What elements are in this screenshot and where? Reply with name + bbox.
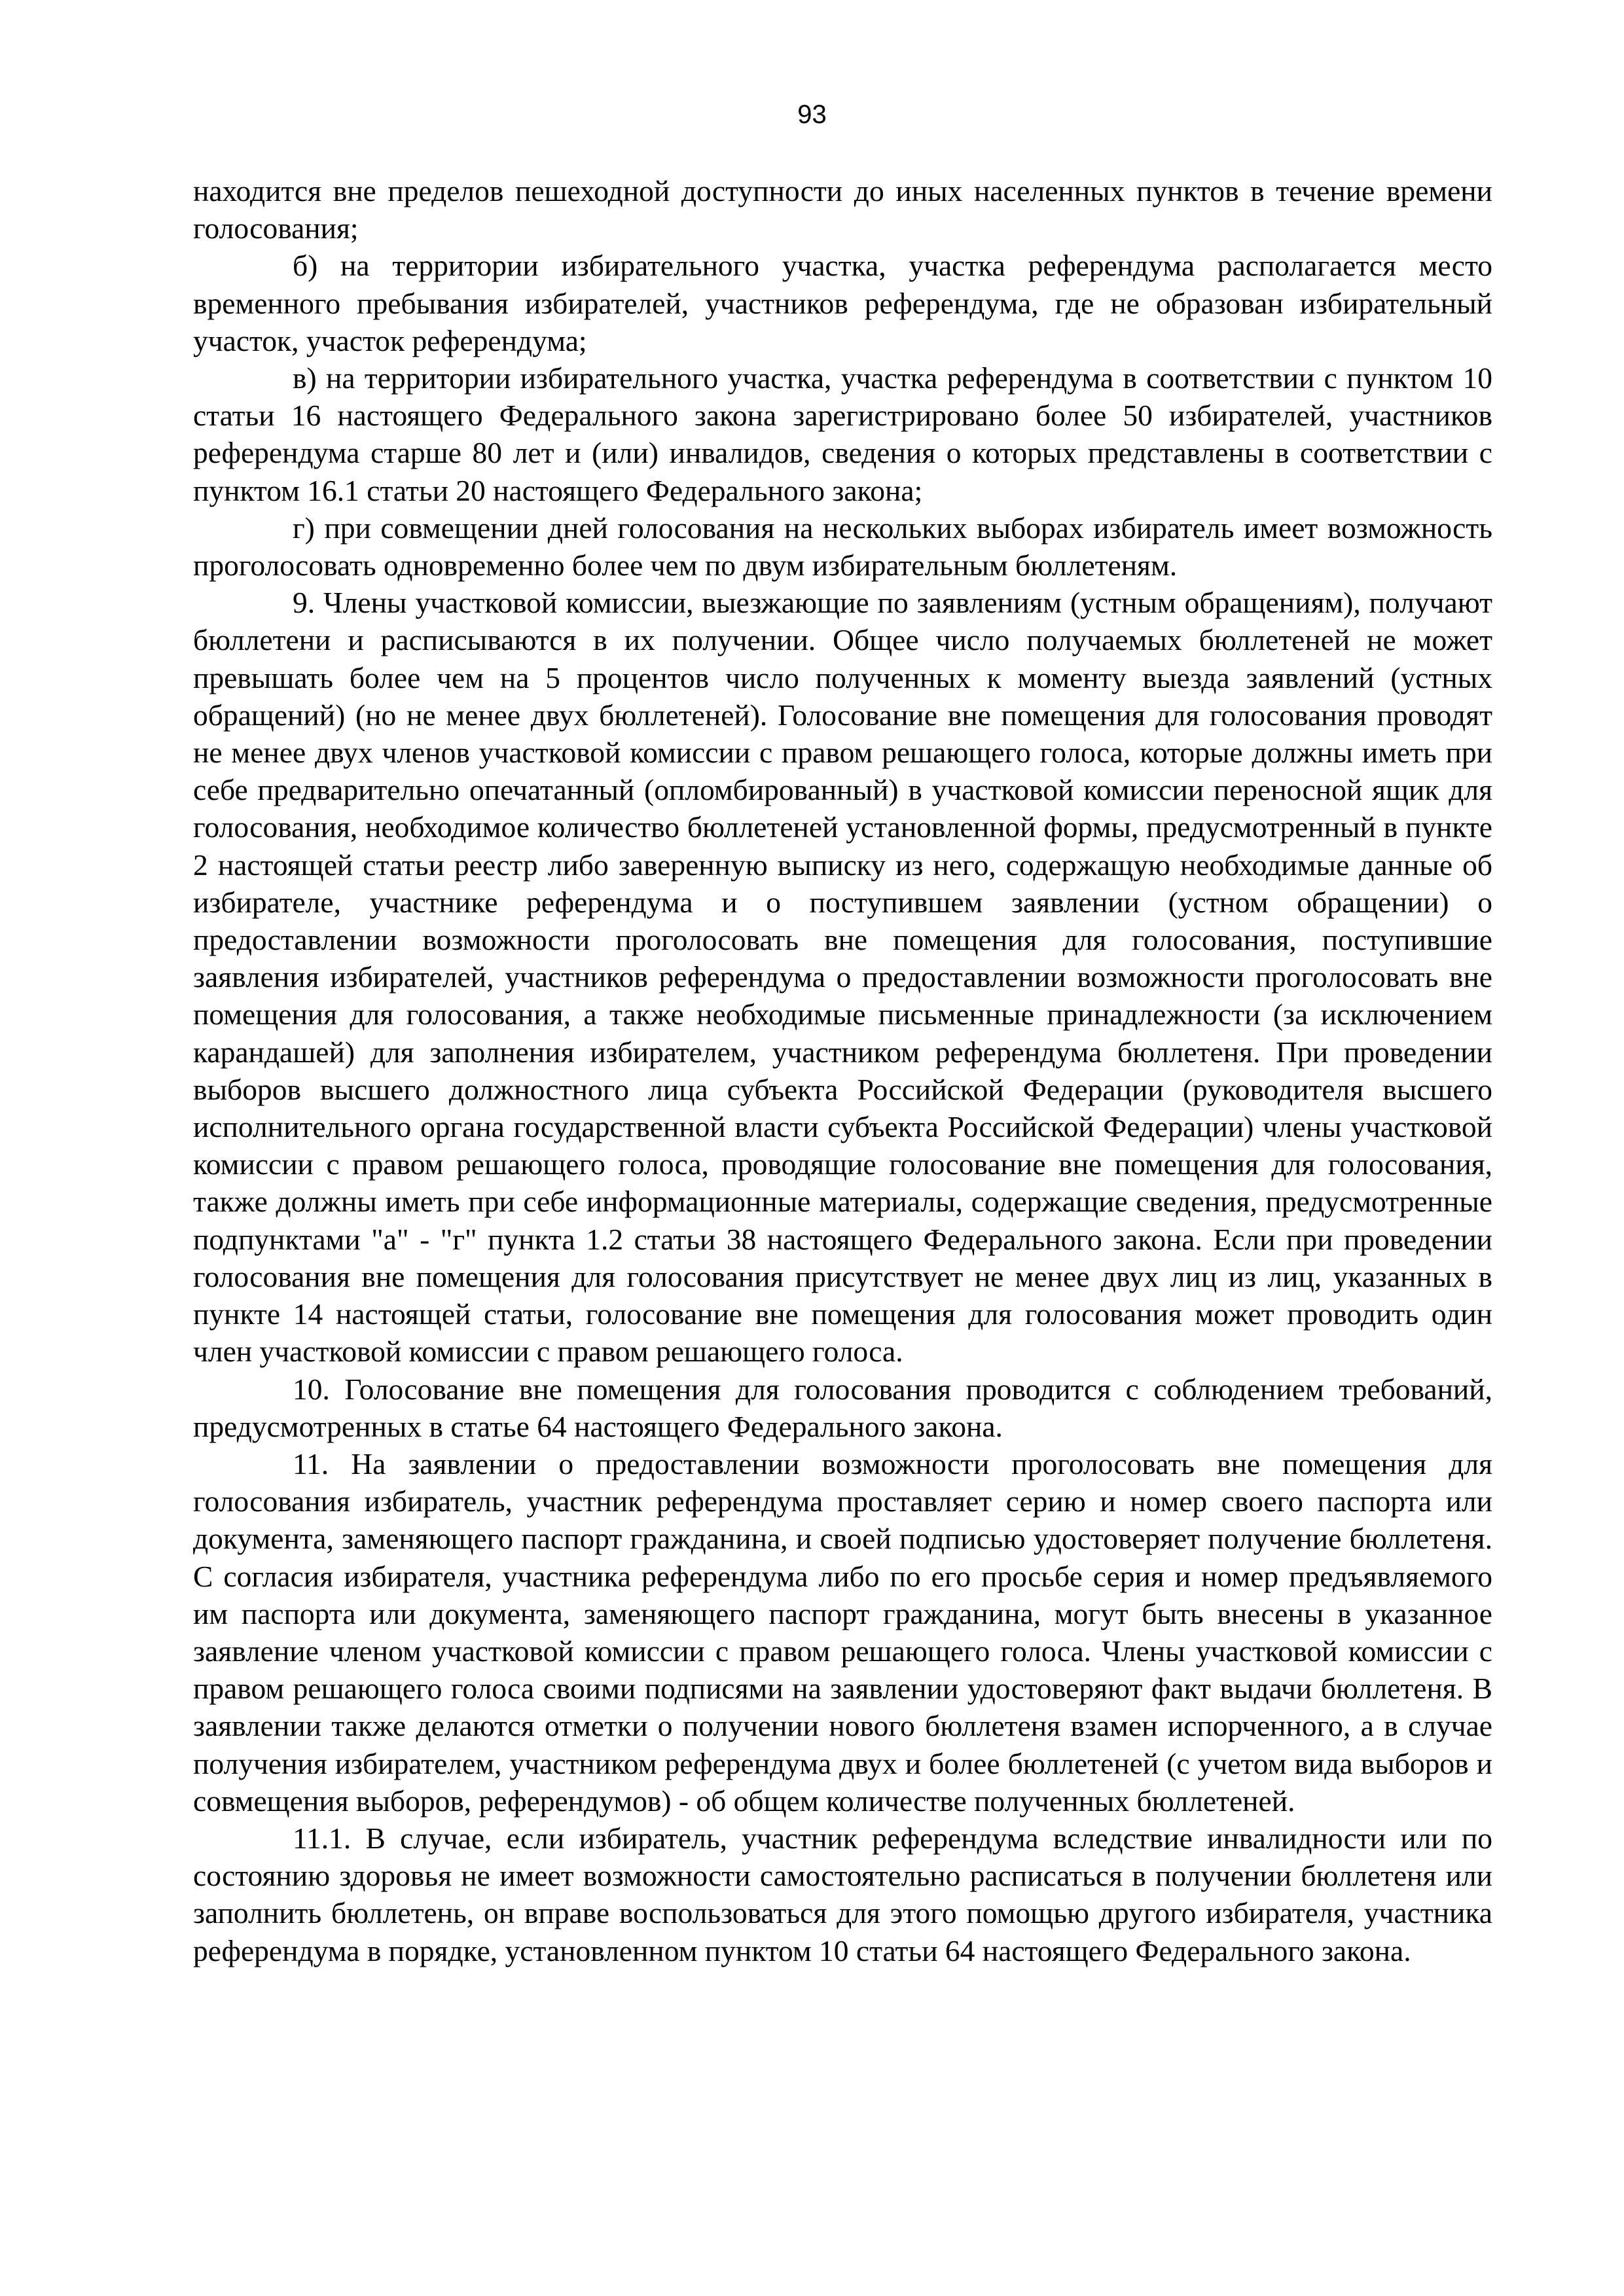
- document-body: [193, 172, 1492, 1969]
- paragraph: находится вне пределов пешеходной доступности до иных населенных пунктов в течение времени голосования;: [193, 174, 1492, 245]
- paragraph: 9. Члены участковой комиссии, выезжающие по заявлениям (устным обращениям), получают бюллетени и расписываются в их получении. Общее число получаемых бюллетеней не может превышать более чем на 5 процентов число полученных к моменту выезда заявлений (устных обращений) (но не менее двух бюллетеней). Голосование вне помещения для голосования проводят не менее двух членов участковой комиссии с правом решающего голоса, которые должны иметь при себе предварительно опечатанный (опломбированный) в участковой комиссии переносной ящик для голосования, необходимое количество бюллетеней установленной формы, предусмотренный в пункте 2 настоящей статьи реестр либо заверенную выписку из него, содержащую необходимые данные об избирателе, участнике референдума и о поступившем заявлении (устном обращении) о предоставлении возможности проголосовать вне помещения для голосования, поступившие заявления избирателей, участников референдума о предоставлении возможности проголосовать вне помещения для голосования, а также необходимые письменные принадлежности (за исключением карандашей) для заполнения избирателем, участником референдума бюллетеня. При проведении выборов высшего должностного лица субъекта Российской Федерации (руководителя высшего исполнительного органа государственной власти субъекта Российской Федерации) члены участковой комиссии с правом решающего голоса, проводящие голосование вне помещения для голосования, также должны иметь при себе информационные материалы, содержащие сведения, предусмотренные подпунктами "а" - "г" пункта 1.2 статьи 38 настоящего Федерального закона. Если при проведении голосования вне помещения для голосования присутствует не менее двух лиц из лиц, указанных в пункте 14 настоящей статьи, голосование вне помещения для голосования может проводить один член участковой комиссии с правом решающего голоса.: [193, 586, 1492, 1369]
- paragraph: г) при совмещении дней голосования на нескольких выборах избиратель имеет возможность проголосовать одновременно более чем по двум избирательным бюллетеням.: [193, 511, 1492, 583]
- paragraph: в) на территории избирательного участка, участка референдума в соответствии с пунктом 10 статьи 16 настоящего Федерального закона зарегистрировано более 50 избирателей, участников референдума старше 80 лет и (или) инвалидов, сведения о которых представлены в соответствии с пунктом 16.1 статьи 20 настоящего Федерального закона;: [193, 361, 1492, 507]
- paragraph: 11. На заявлении о предоставлении возможности проголосовать вне помещения для голосования избиратель, участник референдума проставляет серию и номер своего паспорта или документа, заменяющего паспорт гражданина, и своей подписью удостоверяет получение бюллетеня. С согласия избирателя, участника референдума либо по его просьбе серия и номер предъявляемого им паспорта или документа, заменяющего паспорт гражданина, могут быть внесены в указанное заявление членом участковой комиссии с правом решающего голоса. Члены участковой комиссии с правом решающего голоса своими подписями на заявлении удостоверяют факт выдачи бюллетеня. В заявлении также делаются отметки о получении нового бюллетеня взамен испорченного, а в случае получения избирателем, участником референдума двух и более бюллетеней (с учетом вида выборов и совмещения выборов, референдумов) - об общем количестве полученных бюллетеней.: [193, 1446, 1492, 1818]
- page-number: 93: [797, 100, 827, 129]
- paragraph: 11.1. В случае, если избиратель, участник референдума вследствие инвалидности или по состоянию здоровья не имеет возможности самостоятельно расписаться в получении бюллетеня или заполнить бюллетень, он вправе воспользоваться для этого помощью другого избирателя, участника референдума в порядке, установленном пунктом 10 статьи 64 настоящего Федерального закона.: [193, 1821, 1492, 1967]
- paragraph: 10. Голосование вне помещения для голосования проводится с соблюдением требований, предусмотренных в статье 64 настоящего Федерального закона.: [193, 1372, 1492, 1443]
- paragraph: б) на территории избирательного участка, участка референдума располагается место временного пребывания избирателей, участников референдума, где не образован избирательный участок, участок референдума;: [193, 249, 1492, 357]
